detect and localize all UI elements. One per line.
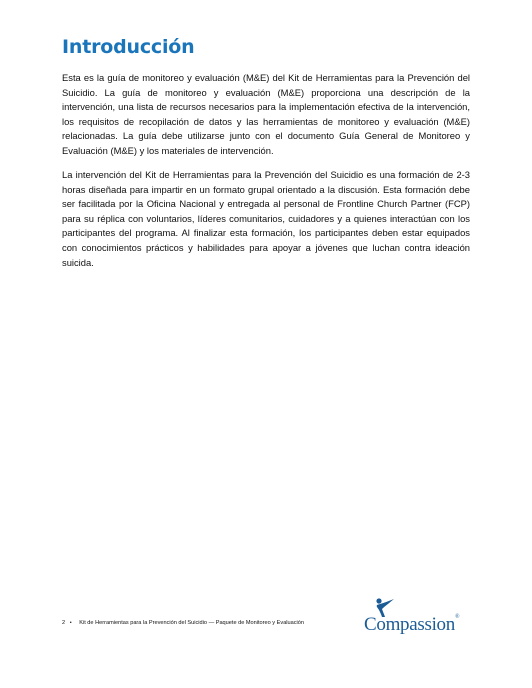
compassion-wordmark-text: Compassion xyxy=(364,614,455,635)
compassion-wordmark xyxy=(364,614,459,636)
compassion-logo xyxy=(360,598,472,640)
footer-bullet: • xyxy=(69,620,72,626)
page-footer xyxy=(62,620,304,626)
footer-text: Kit de Herramientas para la Prevención del Suicidio — Paquete de Monitoreo y Evaluación xyxy=(79,620,305,626)
page-number: 2 xyxy=(62,620,66,626)
intro-paragraph-2: La intervención del Kit de Herramientas para la Prevención del Suicidio es una formación de 2-3 horas diseñada para impartir en un formato grupal orientado a la discusión. Esta formación debe ser facilitada por la Oficina Nacional y entregada al personal de Frontline Church Partner (FCP) para su réplica con voluntarios, líderes comunitarios, cuidadores y a quienes interactúan con los participantes del programa. Al finalizar esta formación, los participantes deben estar equipados con conocimientos prácticos y habilidades para apoyar a jóvenes que luchan contra ideación suicida. xyxy=(62,169,470,268)
intro-paragraph-1: Esta es la guía de monitoreo y evaluación (M&E) del Kit de Herramientas para la Prevención del Suicidio. La guía de monitoreo y evaluación (M&E) proporciona una descripción de la intervención, una lista de recursos necesarios para la implementación efectiva de la intervención, los requisitos de recopilación de datos y las herramientas de monitoreo y evaluación (M&E) relacionadas. La guía debe utilizarse junto con el documento Guía General de Monitoreo y Evaluación (M&E) y los materiales de intervención. xyxy=(62,72,470,156)
registered-mark: ® xyxy=(454,614,460,620)
page-title: Introducción xyxy=(62,36,195,58)
